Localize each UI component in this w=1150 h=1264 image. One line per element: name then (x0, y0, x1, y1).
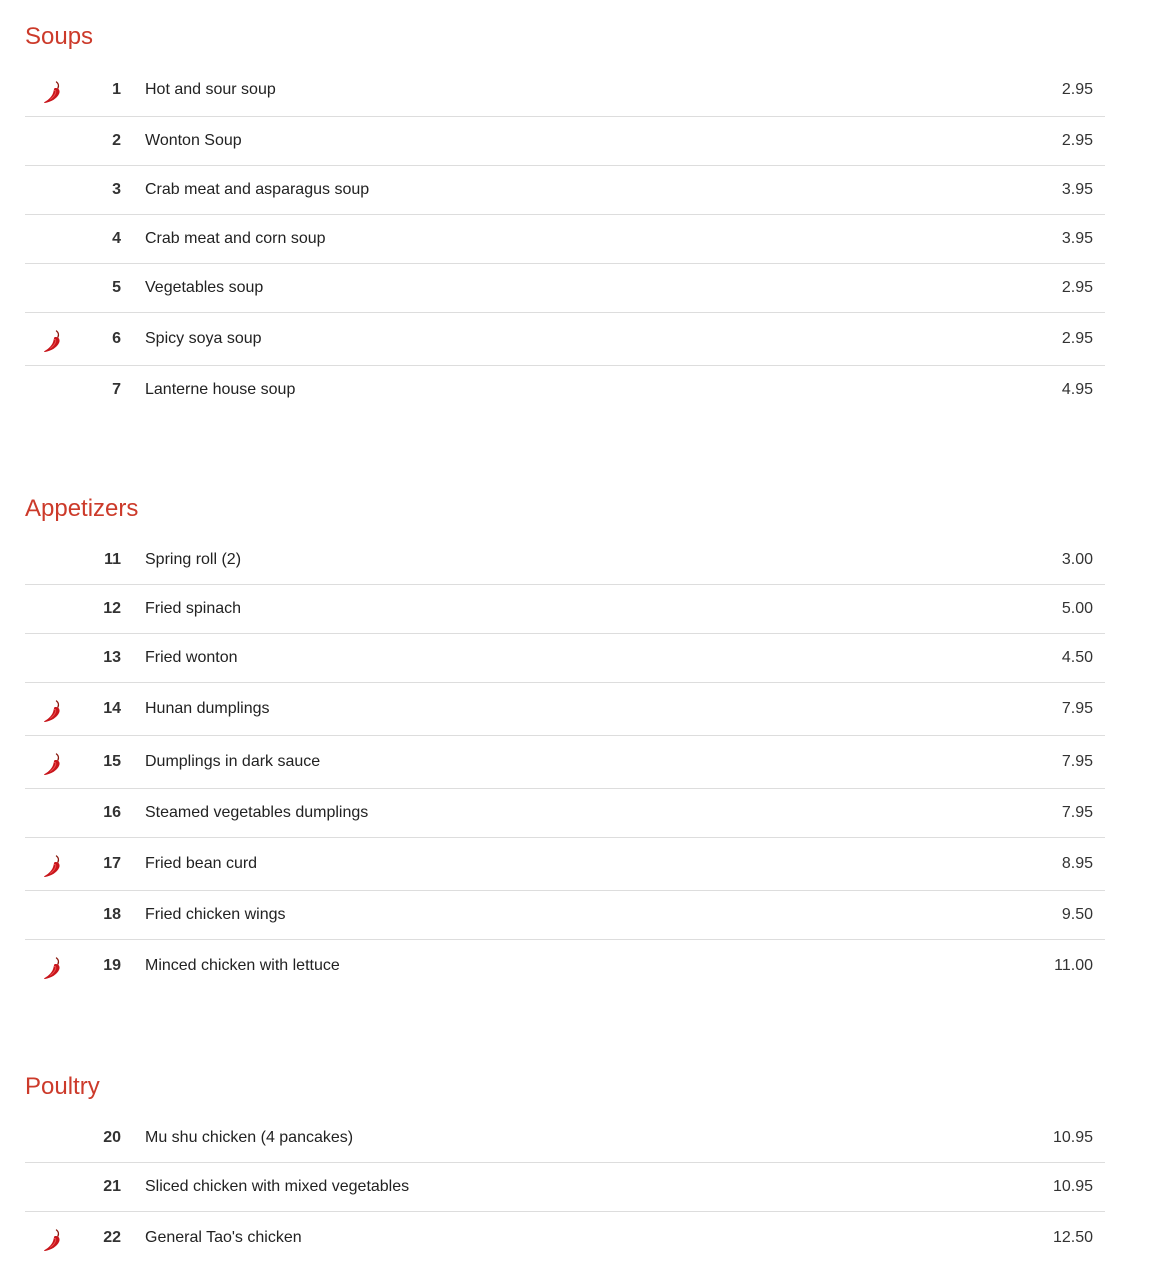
item-name: Mu shu chicken (4 pancakes) (145, 1129, 354, 1146)
spicy-indicator-cell (25, 1163, 80, 1211)
menu-item-row (25, 683, 1105, 736)
menu-list (25, 64, 1105, 414)
item-number: 2 (112, 132, 121, 149)
section-soups (25, 0, 1105, 414)
item-price: 3.00 (1061, 551, 1093, 568)
item-price: 7.95 (1061, 753, 1093, 770)
chili-pepper-icon (42, 328, 64, 354)
item-name: Fried chicken wings (145, 906, 286, 923)
item-name: Spring roll (2) (145, 551, 242, 568)
spicy-indicator-cell (25, 117, 80, 165)
section-title: Poultry (25, 1073, 100, 1100)
menu-item-row (25, 536, 1105, 585)
item-number: 13 (103, 649, 121, 666)
section-title: Soups (25, 23, 94, 50)
item-number: 15 (103, 753, 121, 770)
item-number: 14 (103, 700, 121, 717)
menu-item-row (25, 838, 1105, 891)
spicy-indicator-cell (25, 891, 80, 939)
chili-pepper-icon (42, 955, 64, 981)
spicy-indicator-cell (25, 585, 80, 633)
chili-pepper-icon (42, 79, 64, 105)
spicy-indicator-cell (25, 634, 80, 682)
item-price: 10.95 (1052, 1129, 1093, 1146)
item-number: 18 (103, 906, 121, 923)
spicy-indicator-cell (25, 313, 80, 365)
item-name: General Tao's chicken (145, 1229, 302, 1246)
menu-item-row (25, 736, 1105, 789)
spicy-indicator-cell (25, 736, 80, 788)
item-number: 22 (103, 1229, 121, 1246)
item-price: 12.50 (1052, 1229, 1093, 1246)
item-number: 11 (104, 551, 121, 568)
item-price: 10.95 (1052, 1178, 1093, 1195)
item-name: Wonton Soup (145, 132, 242, 149)
item-number: 6 (112, 330, 121, 347)
menu-item-row (25, 1212, 1105, 1264)
item-price: 3.95 (1061, 230, 1093, 247)
item-name: Crab meat and asparagus soup (145, 181, 370, 198)
chili-pepper-icon (42, 751, 64, 777)
item-price: 2.95 (1061, 81, 1093, 98)
menu-item-row (25, 264, 1105, 313)
menu-item-row (25, 64, 1105, 117)
item-number: 12 (103, 600, 121, 617)
item-number: 21 (103, 1178, 121, 1195)
menu-item-row (25, 117, 1105, 166)
item-price: 9.50 (1061, 906, 1093, 923)
menu-list (25, 536, 1105, 992)
chili-pepper-icon (42, 853, 64, 879)
item-number: 20 (103, 1129, 121, 1146)
item-name: Spicy soya soup (145, 330, 262, 347)
item-price: 3.95 (1061, 181, 1093, 198)
item-name: Vegetables soup (145, 279, 264, 296)
item-price: 5.00 (1061, 600, 1093, 617)
item-number: 4 (112, 230, 121, 247)
item-price: 2.95 (1061, 279, 1093, 296)
menu-list (25, 1114, 1105, 1264)
item-name: Lanterne house soup (145, 381, 296, 398)
spicy-indicator-cell (25, 366, 80, 414)
menu-item-row (25, 313, 1105, 366)
spicy-indicator-cell (25, 264, 80, 312)
item-number: 17 (103, 855, 121, 872)
item-name: Sliced chicken with mixed vegetables (145, 1178, 410, 1195)
menu-item-row (25, 1114, 1105, 1163)
section-title: Appetizers (25, 495, 139, 522)
spicy-indicator-cell (25, 940, 80, 992)
spicy-indicator-cell (25, 166, 80, 214)
section-poultry (25, 992, 1105, 1264)
item-name: Fried bean curd (145, 855, 258, 872)
menu-item-row (25, 1163, 1105, 1212)
item-number: 16 (103, 804, 121, 821)
spicy-indicator-cell (25, 215, 80, 263)
menu (25, 0, 1105, 1264)
item-name: Minced chicken with lettuce (145, 957, 340, 974)
spicy-indicator-cell (25, 1114, 80, 1162)
item-price: 11.00 (1054, 957, 1093, 974)
chili-pepper-icon (42, 698, 64, 724)
menu-item-row (25, 166, 1105, 215)
item-name: Hunan dumplings (145, 700, 270, 717)
item-name: Fried wonton (145, 649, 238, 666)
item-name: Fried spinach (145, 600, 242, 617)
item-price: 7.95 (1061, 804, 1093, 821)
item-number: 5 (112, 279, 121, 296)
item-number: 7 (112, 381, 121, 398)
item-price: 4.95 (1061, 381, 1093, 398)
item-number: 1 (112, 81, 121, 98)
item-name: Crab meat and corn soup (145, 230, 326, 247)
spicy-indicator-cell (25, 683, 80, 735)
item-name: Hot and sour soup (145, 81, 276, 98)
spicy-indicator-cell (25, 536, 80, 584)
menu-item-row (25, 585, 1105, 634)
item-price: 7.95 (1061, 700, 1093, 717)
menu-item-row (25, 940, 1105, 992)
section-appetizers (25, 414, 1105, 992)
menu-item-row (25, 789, 1105, 838)
item-price: 8.95 (1061, 855, 1093, 872)
spicy-indicator-cell (25, 789, 80, 837)
item-price: 4.50 (1061, 649, 1093, 666)
menu-item-row (25, 215, 1105, 264)
item-price: 2.95 (1061, 132, 1093, 149)
item-price: 2.95 (1061, 330, 1093, 347)
spicy-indicator-cell (25, 64, 80, 116)
item-name: Dumplings in dark sauce (145, 753, 321, 770)
item-number: 19 (103, 957, 121, 974)
spicy-indicator-cell (25, 838, 80, 890)
item-name: Steamed vegetables dumplings (145, 804, 369, 821)
menu-item-row (25, 634, 1105, 683)
spicy-indicator-cell (25, 1212, 80, 1264)
menu-item-row (25, 891, 1105, 940)
menu-item-row (25, 366, 1105, 414)
item-number: 3 (112, 181, 121, 198)
chili-pepper-icon (42, 1227, 64, 1253)
